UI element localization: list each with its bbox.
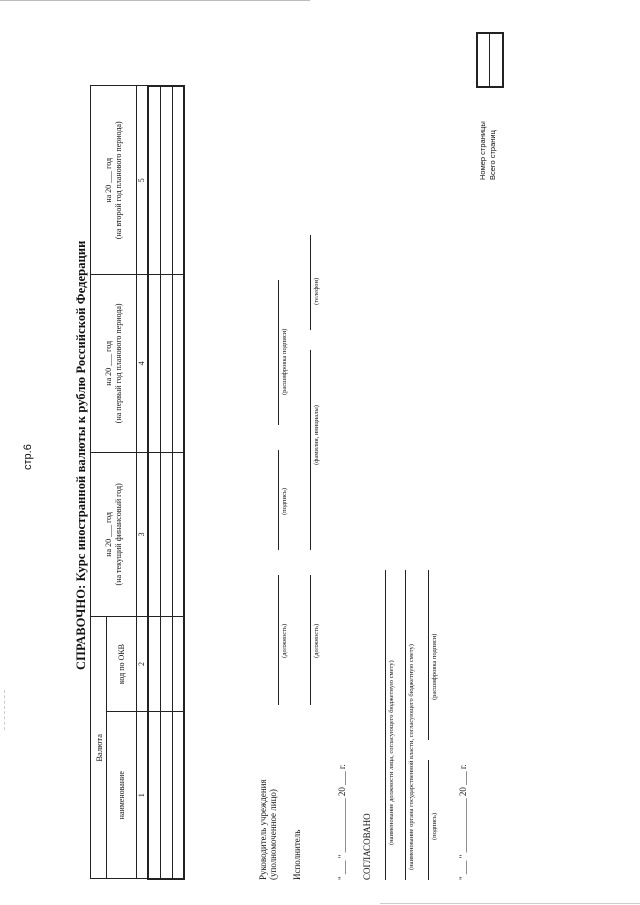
table-cell [148, 275, 160, 453]
caption-signature: (подпись) [281, 488, 288, 515]
col-number-2: 2 [137, 617, 149, 712]
table-cell [172, 86, 184, 275]
caption-agreed-org: (наименование органа государственной власти, согласующего бюджетную смету) [408, 644, 415, 870]
executor-label: Исполнитель [292, 829, 302, 880]
head-decode-line [278, 280, 279, 425]
table-cell [172, 711, 184, 879]
page-number-label: Номер страницы [478, 121, 487, 180]
col-number-4: 4 [137, 275, 149, 453]
col-number-3: 3 [137, 452, 149, 617]
total-pages-cell [490, 34, 502, 86]
caption-position-2: (должность) [313, 623, 320, 658]
col4-line1: на 20 ___ год [103, 340, 113, 386]
col-number-1: 1 [137, 711, 149, 879]
page-number-cell [478, 34, 490, 86]
table-cell [160, 452, 172, 617]
table-cell [172, 275, 184, 453]
col4-line2: (на первый год планового периода) [113, 303, 123, 424]
col5-line1: на 20 ___ год [103, 157, 113, 203]
col-code-header: код по ОКВ [107, 617, 137, 712]
table-cell [160, 617, 172, 712]
col-name-header: наименование [107, 711, 137, 879]
table-row [172, 86, 184, 879]
caption-decode: (расшифровка подписи) [281, 328, 288, 395]
col3-line2: (на текущий финансовый год) [113, 483, 123, 586]
page-title: СПРАВОЧНО: Курс иностранной валюты к рублю Российской Федерации [74, 240, 88, 670]
table-cell [148, 86, 160, 275]
executor-phone-line [310, 235, 311, 330]
caption-position: (должность) [281, 623, 288, 658]
head-signature-line [278, 450, 279, 550]
table-cell [172, 617, 184, 712]
caption-decode-2: (расшифровка подписи) [431, 633, 438, 700]
table-cell [148, 711, 160, 879]
scan-left-mark [4, 690, 6, 730]
table-cell [148, 617, 160, 712]
currency-group-header: Валюта [91, 617, 107, 879]
scan-bottom-edge [380, 903, 640, 904]
table-row [148, 86, 160, 879]
head-label-line2: (уполномоченное лицо) [268, 789, 278, 880]
table-cell [160, 86, 172, 275]
col3-line1: на 20 ___ год [103, 511, 113, 557]
caption-agreed-person: (наименование должности лица, согласующего бюджетную смету) [388, 660, 395, 845]
scan-top-edge [0, 0, 310, 1]
head-label-line1: Руководитель учреждения [258, 779, 268, 880]
agreed-sign-line [428, 760, 429, 880]
caption-sign-2: (подпись) [431, 813, 438, 840]
caption-phone: (телефон) [313, 277, 320, 305]
date-line-1: " ___ " ____________ 20 ___ г. [337, 764, 347, 880]
col-number-5: 5 [137, 86, 149, 275]
page-counter-box [476, 32, 504, 88]
executor-position-line [310, 575, 311, 705]
col5-line2: (на второй год планового периода) [113, 121, 123, 240]
table-row [160, 86, 172, 879]
executor-fio-line [310, 350, 311, 550]
date-line-2: " ___ " ____________ 20 ___ г. [458, 764, 468, 880]
agreed-org-line [405, 570, 406, 880]
caption-fio: (фамилия, инициалы) [313, 405, 320, 465]
col3-header [91, 452, 137, 617]
rotated-sheet [22, 20, 580, 880]
col5-header [91, 86, 137, 275]
agreed-label: СОГЛАСОВАНО [362, 813, 372, 880]
table-cell [160, 711, 172, 879]
table-cell [148, 452, 160, 617]
table-cell [172, 452, 184, 617]
table-cell [160, 275, 172, 453]
agreed-person-line [385, 570, 386, 880]
page-number: стр.6 [22, 444, 34, 470]
currency-rate-table [90, 85, 185, 880]
agreed-decode-line [428, 570, 429, 740]
total-pages-label: Всего страниц [488, 130, 497, 180]
col4-header [91, 275, 137, 453]
head-position-line [278, 575, 279, 705]
